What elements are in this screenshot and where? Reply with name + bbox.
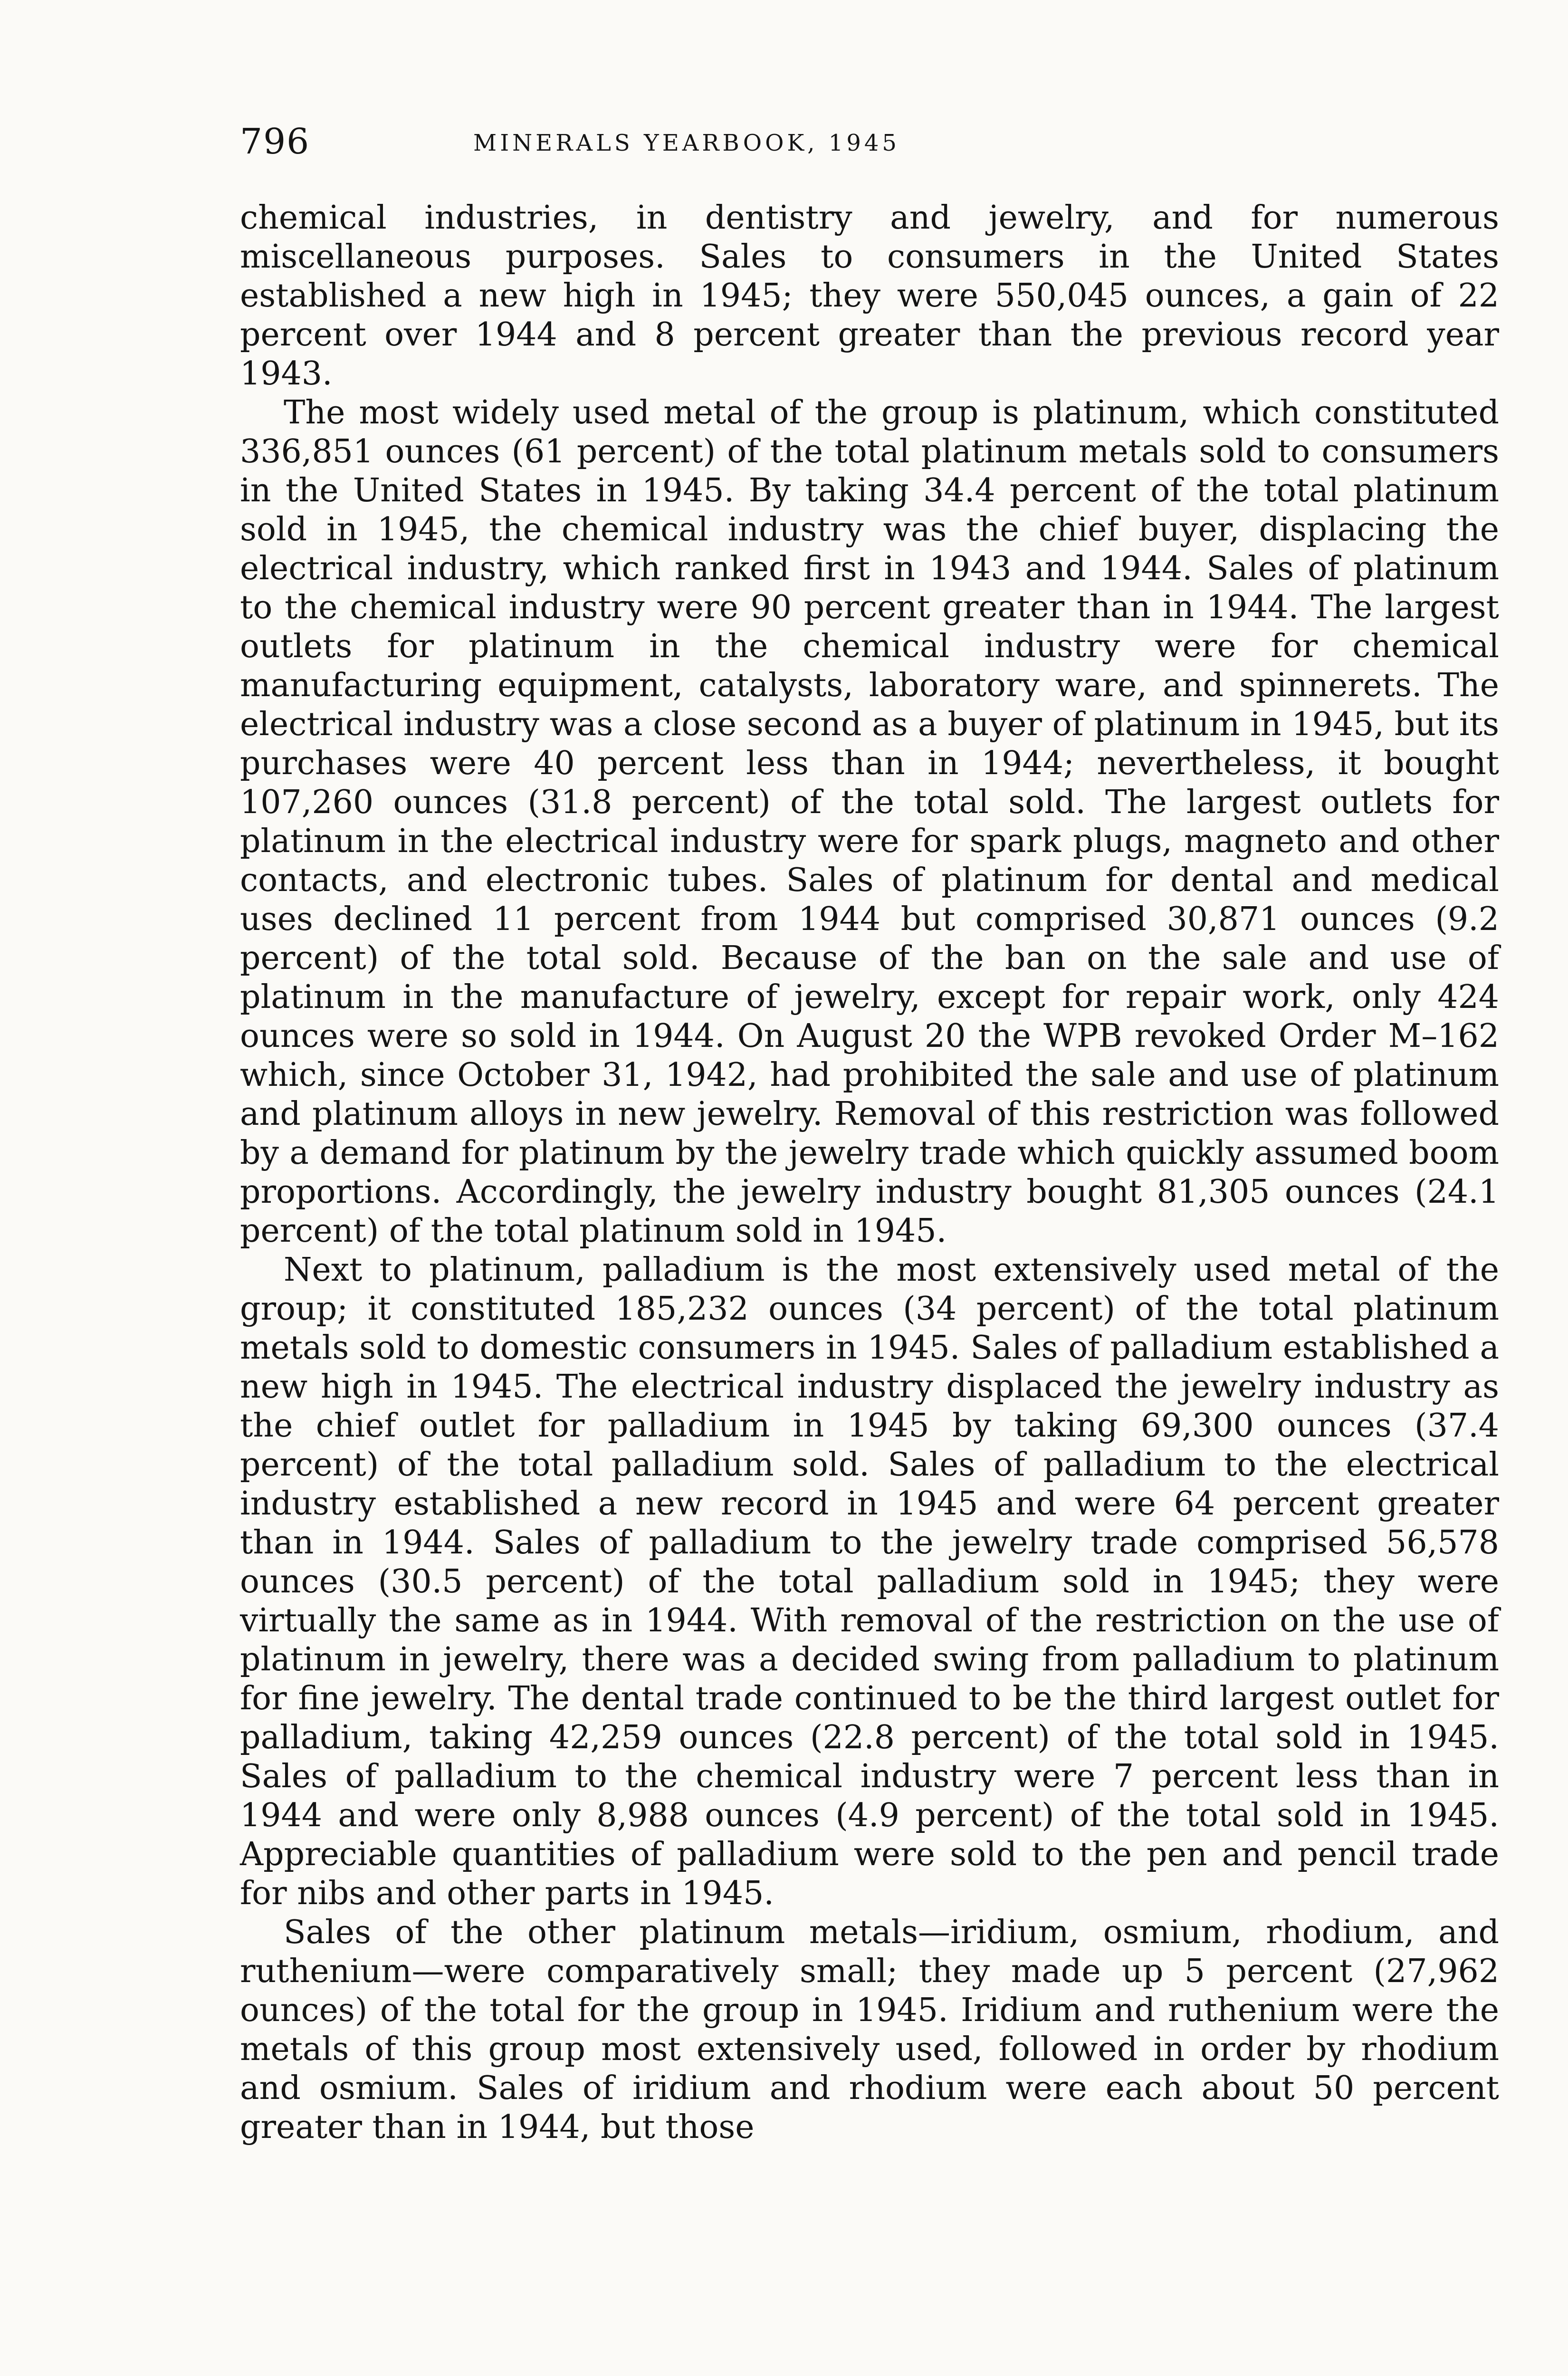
- paragraph-platinum: The most widely used metal of the group is platinum, which constituted 336,851 ounces (61 percent) of the total platinum metals sold to consumers in the United States in 1945. By taking 34.4 percent of the total platinum sold in 1945, the chemical industry was the chief buyer, displacing the electrical industry, which ranked first in 1943 and 1944. Sales of platinum to the chemical industry were 90 percent greater than in 1944. The largest outlets for platinum in the chemical industry were for chemical manufacturing equipment, catalysts, laboratory ware, and spinnerets. The electrical industry was a close second as a buyer of platinum in 1945, but its purchases were 40 percent less than in 1944; nevertheless, it bought 107,260 ounces (31.8 percent) of the total sold. The largest outlets for platinum in the electrical industry were for spark plugs, magneto and other contacts, and electronic tubes. Sales of platinum for dental and medical uses declined 11 percent from 1944 but comprised 30,871 ounces (9.2 percent) of the total sold. Because of the ban on the sale and use of platinum in the manufacture of jewelry, except for repair work, only 424 ounces were so sold in 1944. On August 20 the WPB revoked Order M–162 which, since October 31, 1942, had prohibited the sale and use of platinum and platinum alloys in new jewelry. Removal of this restriction was followed by a demand for platinum by the jewelry trade which quickly assumed boom proportions. Accordingly, the jewelry industry bought 81,305 ounces (24.1 percent) of the total platinum sold in 1945.: [240, 394, 1499, 1250]
- page-header: [240, 123, 1105, 161]
- paragraph-palladium: Next to platinum, palladium is the most extensively used metal of the group; it constituted 185,232 ounces (34 percent) of the total platinum metals sold to domestic consumers in 1945. Sales of palladium established a new high in 1945. The electrical industry displaced the jewelry industry as the chief outlet for palladium in 1945 by taking 69,300 ounces (37.4 percent) of the total palladium sold. Sales of palladium to the electrical industry established a new record in 1945 and were 64 percent greater than in 1944. Sales of palladium to the jewelry trade comprised 56,578 ounces (30.5 percent) of the total palladium sold in 1945; they were virtually the same as in 1944. With removal of the restriction on the use of platinum in jewelry, there was a decided swing from palladium to platinum for fine jewelry. The dental trade continued to be the third largest outlet for palladium, taking 42,259 ounces (22.8 percent) of the total sold in 1945. Sales of palladium to the chemical industry were 7 percent less than in 1944 and were only 8,988 ounces (4.9 percent) of the total sold in 1945. Appreciable quantities of palladium were sold to the pen and pencil trade for nibs and other parts in 1945.: [240, 1251, 1499, 1912]
- page-number: 796: [240, 121, 310, 162]
- paragraph-other-platinum-metals: Sales of the other platinum metals—iridium, osmium, rhodium, and ruthenium—were comparatively small; they made up 5 percent (27,962 ounces) of the total for the group in 1945. Iridium and ruthenium were the metals of this group most extensively used, followed in order by rhodium and osmium. Sales of iridium and rhodium were each about 50 percent greater than in 1944, but those: [240, 1914, 1499, 2146]
- paragraph-continued: chemical industries, in dentistry and jewelry, and for numerous miscellaneous purposes. Sales to consumers in the United States established a new high in 1945; they were 550,045 ounces, a gain of 22 percent over 1944 and 8 percent greater than the previous record year 1943.: [240, 199, 1499, 393]
- body-text: [240, 199, 1499, 2147]
- running-head: MINERALS YEARBOOK, 1945: [473, 130, 900, 156]
